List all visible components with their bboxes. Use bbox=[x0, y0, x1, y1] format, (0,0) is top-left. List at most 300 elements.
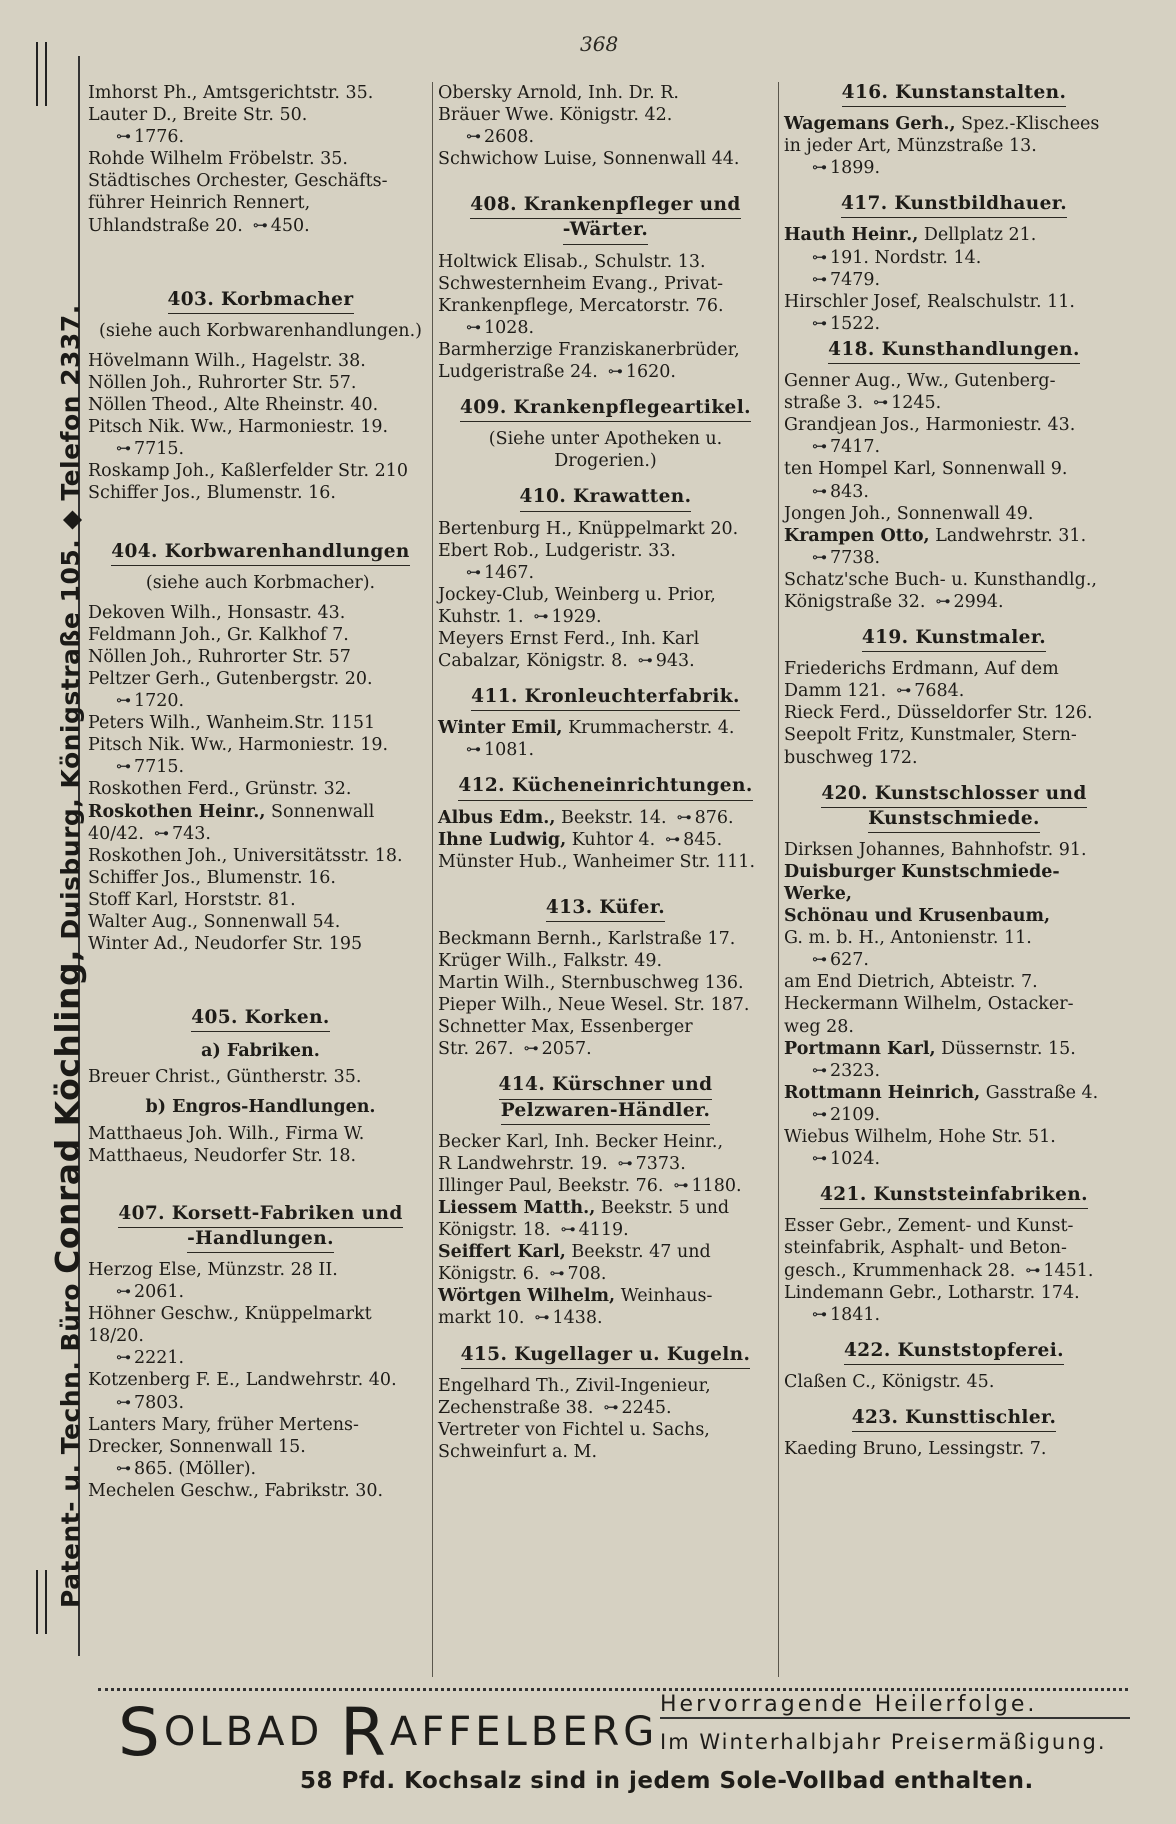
directory-entry bbox=[88, 1259, 433, 1281]
entry-text: Königstr. 6. bbox=[438, 1264, 540, 1285]
phone-number: 191. Nordstr. 14. bbox=[830, 247, 982, 268]
phone-number: 7479. bbox=[830, 269, 881, 290]
entry-text: Engelhard Th., Zivil-Ingenieur, bbox=[438, 1375, 711, 1396]
entry-text: Kuhtor 4. bbox=[566, 829, 656, 850]
telephone-key-icon: ⊶ bbox=[812, 158, 827, 177]
phone-number: 876. bbox=[694, 807, 734, 828]
entry-text: Beekstr. 47 und bbox=[565, 1242, 711, 1263]
phone-number: 1028. bbox=[484, 317, 535, 338]
directory-entry bbox=[438, 994, 773, 1016]
entry-text: Wiebus Wilhelm, Hohe Str. 51. bbox=[784, 1127, 1056, 1148]
directory-entry bbox=[88, 416, 433, 438]
entry-text: Genner Aug., Ww., Gutenberg- bbox=[784, 371, 1056, 392]
entry-text: Königstraße 32. bbox=[784, 591, 926, 612]
phone-number: 1720. bbox=[134, 691, 185, 712]
footer-tagline: Im Winterhalbjahr Preisermäßigung. bbox=[660, 1730, 1107, 1754]
directory-entry bbox=[438, 1263, 773, 1285]
directory-entry bbox=[438, 1397, 773, 1419]
directory-entry bbox=[88, 867, 433, 889]
entry-text: Mechelen Geschw., Fabrikstr. 30. bbox=[88, 1480, 384, 1501]
entry-text: Obersky Arnold, Inh. Dr. R. bbox=[438, 83, 679, 103]
entry-text: Krummacherstr. 4. bbox=[562, 718, 735, 739]
section-heading: 418. Kunsthandlungen. bbox=[784, 339, 1124, 364]
entry-text: Pieper Wilh., Neue Wesel. Str. 187. bbox=[438, 995, 750, 1016]
directory-entry bbox=[784, 370, 1124, 392]
entry-name-bold: Rottmann Heinrich, bbox=[784, 1082, 981, 1103]
section-heading: 409. Krankenpflegeartikel. bbox=[438, 397, 773, 422]
entry-text: Sonnenwall bbox=[265, 801, 375, 822]
entry-text: Dekoven Wilh., Honsastr. 43. bbox=[88, 602, 346, 623]
entry-text: Bräuer Wwe. Königstr. 42. bbox=[438, 105, 673, 126]
telephone-key-icon: ⊶ bbox=[607, 362, 623, 381]
directory-entry bbox=[784, 414, 1124, 436]
directory-entry bbox=[784, 525, 1124, 547]
entry-text: Meyers Ernst Ferd., Inh. Karl bbox=[438, 628, 700, 649]
entry-text: Claßen C., Königstr. 45. bbox=[784, 1371, 995, 1392]
entry-text: Becker Karl, Inh. Becker Heinr., bbox=[438, 1131, 724, 1152]
telephone-key-icon: ⊶ bbox=[812, 1060, 827, 1079]
directory-entry bbox=[88, 1392, 433, 1414]
entry-text: Peltzer Gerh., Gutenbergstr. 20. bbox=[88, 668, 373, 689]
telephone-key-icon: ⊶ bbox=[812, 547, 827, 566]
entry-text: Nöllen Joh., Ruhrorter Str. 57 bbox=[88, 646, 351, 667]
phone-number: 7803. bbox=[134, 1392, 185, 1413]
directory-entry bbox=[88, 823, 433, 845]
directory-entry bbox=[784, 1237, 1124, 1259]
phone-number: 627. bbox=[830, 950, 869, 971]
directory-entry bbox=[438, 82, 773, 104]
phone-number: 2323. bbox=[830, 1060, 881, 1081]
entry-text: Roskothen Ferd., Grünstr. 32. bbox=[88, 779, 352, 800]
column-2 bbox=[438, 82, 773, 1463]
directory-entry bbox=[438, 829, 773, 851]
phone-number: 7417. bbox=[830, 437, 881, 458]
subsection-heading: b) Engros-Handlungen. bbox=[145, 1097, 376, 1118]
entry-text: Lauter D., Breite Str. 50. bbox=[88, 105, 308, 126]
phone-number: 1024. bbox=[830, 1149, 881, 1170]
directory-entry bbox=[438, 972, 773, 994]
entry-text: Damm 121. bbox=[784, 681, 887, 702]
entry-name-bold: Schönau und Krusenbaum, bbox=[784, 906, 1051, 927]
entry-text: Pitsch Nik. Ww., Harmoniestr. 19. bbox=[88, 417, 389, 438]
column-3 bbox=[784, 82, 1124, 1460]
telephone-key-icon: ⊶ bbox=[252, 215, 268, 234]
directory-entry bbox=[784, 481, 1124, 503]
directory-entry bbox=[784, 1104, 1124, 1126]
entry-text: buschweg 172. bbox=[784, 747, 918, 768]
entry-text: G. m. b. H., Antonienstr. 11. bbox=[784, 928, 1032, 949]
directory-entry bbox=[88, 1123, 433, 1145]
entry-text: Walter Aug., Sonnenwall 54. bbox=[88, 912, 341, 932]
directory-entry bbox=[88, 602, 433, 624]
entry-text: Kotzenberg F. E., Landwehrstr. 40. bbox=[88, 1370, 397, 1391]
entry-text: Heckermann Wilhelm, Ostacker- bbox=[784, 994, 1074, 1015]
entry-text: Feldmann Joh., Gr. Kalkhof 7. bbox=[88, 624, 349, 645]
telephone-key-icon: ⊶ bbox=[116, 1282, 131, 1301]
directory-entry bbox=[88, 756, 433, 778]
phone-number: 1245. bbox=[891, 393, 942, 414]
entry-text: Rohde Wilhelm Fröbelstr. 35. bbox=[88, 149, 348, 170]
entry-text: Krüger Wilh., Falkstr. 49. bbox=[438, 951, 663, 971]
entry-text: Grandjean Jos., Harmoniestr. 43. bbox=[784, 415, 1076, 436]
entry-name-bold: Roskothen Heinr., bbox=[88, 801, 266, 822]
entry-text: Münster Hub., Wanheimer Str. 111. bbox=[438, 851, 756, 872]
directory-entry bbox=[88, 911, 433, 933]
telephone-key-icon: ⊶ bbox=[533, 606, 549, 625]
directory-entry bbox=[784, 269, 1124, 291]
directory-entry bbox=[438, 1307, 773, 1329]
directory-entry bbox=[88, 438, 433, 460]
entry-text: Schiffer Jos., Blumenstr. 16. bbox=[88, 483, 336, 504]
directory-entry bbox=[784, 503, 1124, 525]
entry-text: Schiffer Jos., Blumenstr. 16. bbox=[88, 867, 336, 888]
phone-number: 2061. bbox=[134, 1282, 185, 1303]
section-heading: 413. Küfer. bbox=[438, 897, 773, 922]
directory-entry bbox=[88, 82, 433, 104]
entry-text: markt 10. bbox=[438, 1308, 525, 1329]
directory-entry bbox=[784, 993, 1124, 1015]
directory-entry bbox=[438, 1131, 773, 1153]
phone-number: 7738. bbox=[830, 547, 881, 568]
brand-initial: S bbox=[118, 1694, 164, 1771]
directory-entry bbox=[88, 1347, 433, 1369]
entry-text: Schweinfurt a. M. bbox=[438, 1441, 598, 1462]
phone-number: 7684. bbox=[914, 681, 965, 702]
entry-text: ten Hompel Karl, Sonnenwall 9. bbox=[784, 459, 1068, 480]
entry-text: Zechenstraße 38. bbox=[438, 1397, 594, 1418]
entry-text: in jeder Art, Münzstraße 13. bbox=[784, 136, 1037, 157]
directory-entry bbox=[438, 1197, 773, 1219]
directory-entry bbox=[88, 1480, 433, 1502]
directory-entry bbox=[438, 361, 773, 383]
telephone-key-icon: ⊶ bbox=[466, 740, 481, 759]
entry-text: Str. 267. bbox=[438, 1039, 514, 1060]
telephone-key-icon: ⊶ bbox=[812, 950, 827, 969]
phone-number: 1841. bbox=[830, 1304, 881, 1325]
directory-entry bbox=[784, 224, 1124, 246]
section-note: (Siehe unter Apotheken u. Drogerien.) bbox=[488, 429, 723, 472]
entry-text: Holtwick Elisab., Schulstr. 13. bbox=[438, 251, 706, 272]
directory-entry bbox=[88, 350, 433, 372]
directory-entry bbox=[438, 1441, 773, 1463]
entry-text: Gasstraße 4. bbox=[980, 1082, 1099, 1103]
section-heading: 404. Korbwarenhandlungen bbox=[88, 541, 433, 566]
sidebar-text-big: Conrad Köchling, bbox=[48, 948, 87, 1274]
telephone-key-icon: ⊶ bbox=[466, 127, 481, 146]
column-1 bbox=[88, 82, 433, 1502]
directory-entry bbox=[438, 104, 773, 126]
telephone-key-icon: ⊶ bbox=[812, 247, 827, 266]
entry-text: Weinhaus- bbox=[615, 1286, 713, 1307]
phone-number: 1776. bbox=[134, 127, 185, 148]
directory-entry bbox=[88, 889, 433, 911]
directory-entry bbox=[784, 458, 1124, 480]
directory-entry bbox=[784, 680, 1124, 702]
entry-text: R Landwehrstr. 19. bbox=[438, 1153, 608, 1174]
entry-text: Spez.-Klischees bbox=[955, 114, 1100, 135]
directory-entry bbox=[438, 148, 773, 170]
section-heading: 417. Kunstbildhauer. bbox=[784, 193, 1124, 218]
telephone-key-icon: ⊶ bbox=[812, 481, 827, 500]
entry-text: Beekstr. 5 und bbox=[595, 1197, 730, 1218]
directory-entry bbox=[784, 247, 1124, 269]
entry-text: Roskamp Joh., Kaßlerfelder Str. 210 bbox=[88, 461, 409, 482]
footer-note: 58 Pfd. Kochsalz sind in jedem Sole-Vollbad enthalten. bbox=[300, 1768, 1034, 1794]
telephone-key-icon: ⊶ bbox=[466, 317, 481, 336]
directory-entry bbox=[784, 905, 1124, 927]
directory-entry bbox=[784, 1371, 1124, 1393]
directory-entry bbox=[88, 845, 433, 867]
directory-entry bbox=[784, 291, 1124, 313]
directory-entry bbox=[88, 933, 433, 955]
telephone-key-icon: ⊶ bbox=[1025, 1260, 1041, 1279]
telephone-key-icon: ⊶ bbox=[873, 393, 889, 412]
entry-text: Imhorst Ph., Amtsgerichtstr. 35. bbox=[88, 83, 374, 103]
directory-entry bbox=[88, 690, 433, 712]
directory-entry bbox=[88, 1303, 433, 1347]
telephone-key-icon: ⊶ bbox=[812, 1104, 827, 1123]
telephone-key-icon: ⊶ bbox=[812, 1304, 827, 1323]
directory-entry bbox=[438, 273, 773, 295]
directory-entry bbox=[784, 313, 1124, 335]
directory-entry bbox=[88, 712, 433, 734]
entry-text: Peters Wilh., Wanheim.Str. 1151 bbox=[88, 713, 376, 734]
directory-entry bbox=[88, 126, 433, 148]
directory-entry bbox=[88, 215, 433, 237]
directory-entry bbox=[784, 1148, 1124, 1170]
phone-number: 865. (Möller). bbox=[134, 1458, 257, 1479]
sidebar-double-rule bbox=[36, 42, 47, 106]
entry-text: am End Dietrich, Abteistr. 7. bbox=[784, 972, 1038, 993]
directory-entry bbox=[784, 747, 1124, 769]
section-heading: 423. Kunsttischler. bbox=[784, 1407, 1124, 1432]
entry-name-bold: Portmann Karl, bbox=[784, 1038, 936, 1059]
directory-entry bbox=[438, 1285, 773, 1307]
entry-text: Schatz'sche Buch- u. Kunsthandlg., bbox=[784, 569, 1097, 590]
phone-number: 1899. bbox=[830, 158, 881, 179]
entry-text: Stoff Karl, Horststr. 81. bbox=[88, 889, 296, 910]
footer-tagline: Hervorragende Heilerfolge. bbox=[660, 1692, 1130, 1719]
entry-text: Barmherzige Franziskanerbrüder, bbox=[438, 339, 740, 360]
directory-entry bbox=[88, 192, 433, 214]
entry-text: steinfabrik, Asphalt- und Beton- bbox=[784, 1238, 1067, 1259]
directory-entry bbox=[88, 1436, 433, 1458]
directory-entry bbox=[88, 170, 433, 192]
phone-number: 743. bbox=[172, 823, 211, 844]
entry-text: Martin Wilh., Sternbuschweg 136. bbox=[438, 973, 744, 994]
section-note: (siehe auch Korbwarenhandlungen.) bbox=[99, 320, 422, 341]
entry-text: Matthaeus Joh. Wilh., Firma W. bbox=[88, 1123, 365, 1144]
phone-number: 4119. bbox=[578, 1220, 629, 1241]
telephone-key-icon: ⊶ bbox=[116, 127, 131, 146]
entry-text: Seepolt Fritz, Kunstmaler, Stern- bbox=[784, 725, 1077, 746]
directory-entry bbox=[88, 1281, 433, 1303]
entry-name-bold: Krampen Otto, bbox=[784, 525, 930, 546]
entry-name-bold: Winter Emil, bbox=[438, 718, 563, 739]
directory-entry bbox=[784, 1282, 1124, 1304]
directory-entry bbox=[438, 1038, 773, 1060]
directory-entry bbox=[438, 928, 773, 950]
telephone-key-icon: ⊶ bbox=[673, 1175, 689, 1194]
directory-entry bbox=[438, 1375, 773, 1397]
directory-entry bbox=[438, 251, 773, 273]
entry-name-bold: Wagemans Gerh., bbox=[784, 114, 956, 135]
sidebar-advertisement bbox=[48, 304, 87, 1608]
telephone-key-icon: ⊶ bbox=[116, 691, 131, 710]
telephone-key-icon: ⊶ bbox=[812, 437, 827, 456]
telephone-key-icon: ⊶ bbox=[116, 1458, 131, 1477]
entry-text: Jockey-Club, Weinberg u. Prior, bbox=[438, 584, 716, 605]
directory-entry bbox=[438, 518, 773, 540]
directory-entry bbox=[438, 1241, 773, 1263]
entry-text: Roskothen Joh., Universitätsstr. 18. bbox=[88, 845, 403, 866]
telephone-key-icon: ⊶ bbox=[812, 1149, 827, 1168]
entry-text: weg 28. bbox=[784, 1016, 854, 1037]
entry-text: Winter Ad., Neudorfer Str. 195 bbox=[88, 934, 363, 955]
directory-entry bbox=[438, 1219, 773, 1241]
directory-entry bbox=[784, 702, 1124, 724]
directory-entry bbox=[438, 126, 773, 148]
directory-entry bbox=[88, 482, 433, 504]
telephone-key-icon: ⊶ bbox=[617, 1153, 633, 1172]
phone-number: 845. bbox=[683, 829, 723, 850]
directory-entry bbox=[88, 668, 433, 690]
phone-number: 708. bbox=[567, 1264, 607, 1285]
directory-entry bbox=[438, 317, 773, 339]
directory-entry bbox=[784, 927, 1124, 949]
entry-text: Landwehrstr. 31. bbox=[929, 525, 1087, 546]
telephone-key-icon: ⊶ bbox=[560, 1220, 576, 1239]
entry-text: Vertreter von Fichtel u. Sachs, bbox=[438, 1419, 710, 1440]
directory-entry bbox=[784, 591, 1124, 613]
telephone-key-icon: ⊶ bbox=[523, 1039, 539, 1058]
entry-text: Bertenburg H., Knüppelmarkt 20. bbox=[438, 518, 739, 539]
entry-text: Breuer Christ., Güntherstr. 35. bbox=[88, 1067, 362, 1088]
phone-number: 1467. bbox=[484, 562, 535, 583]
directory-entry bbox=[438, 851, 773, 873]
directory-entry bbox=[784, 436, 1124, 458]
telephone-key-icon: ⊶ bbox=[116, 439, 131, 458]
directory-entry bbox=[784, 839, 1124, 861]
entry-text: Nöllen Joh., Ruhrorter Str. 57. bbox=[88, 372, 357, 393]
phone-number: 943. bbox=[655, 651, 695, 672]
phone-number: 843. bbox=[830, 481, 869, 502]
directory-entry bbox=[88, 460, 433, 482]
telephone-key-icon: ⊶ bbox=[676, 807, 692, 826]
entry-text: gesch., Krummenhack 28. bbox=[784, 1260, 1016, 1281]
sidebar-text-rest: Duisburg, Königstraße 105. ◆ Telefon 2337. bbox=[56, 304, 85, 940]
entry-text: Lanters Mary, früher Mertens- bbox=[88, 1414, 359, 1435]
phone-number: 2057. bbox=[541, 1039, 592, 1060]
directory-entry bbox=[438, 1153, 773, 1175]
entry-text: Pitsch Nik. Ww., Harmoniestr. 19. bbox=[88, 735, 389, 756]
phone-number: 1438. bbox=[552, 1308, 603, 1329]
directory-entry bbox=[88, 734, 433, 756]
footer-brand bbox=[118, 1694, 658, 1771]
directory-entry bbox=[784, 113, 1124, 135]
directory-entry bbox=[88, 1066, 433, 1088]
entry-text: Lindemann Gebr., Lotharstr. 174. bbox=[784, 1282, 1080, 1303]
phone-number: 1081. bbox=[484, 740, 535, 761]
entry-text: führer Heinrich Rennert, bbox=[88, 193, 311, 214]
directory-entry bbox=[784, 971, 1124, 993]
directory-entry bbox=[88, 1145, 433, 1167]
directory-entry bbox=[438, 339, 773, 361]
directory-entry bbox=[88, 778, 433, 800]
sidebar-double-rule bbox=[36, 1570, 47, 1634]
directory-entry bbox=[784, 861, 1124, 905]
directory-entry bbox=[438, 1016, 773, 1038]
directory-entry bbox=[784, 547, 1124, 569]
entry-text: Königstr. 18. bbox=[438, 1220, 551, 1241]
directory-entry bbox=[438, 650, 773, 672]
brand-initial: R bbox=[340, 1694, 390, 1771]
entry-text: Ebert Rob., Ludgeristr. 33. bbox=[438, 540, 676, 561]
directory-entry bbox=[784, 1260, 1124, 1282]
entry-text: straße 3. bbox=[784, 393, 864, 414]
telephone-key-icon: ⊶ bbox=[896, 681, 912, 700]
section-heading: 422. Kunststopferei. bbox=[784, 1340, 1124, 1365]
telephone-key-icon: ⊶ bbox=[637, 651, 653, 670]
section-heading: 403. Korbmacher bbox=[88, 289, 433, 314]
brand-word: AFFELBERG bbox=[389, 1709, 659, 1755]
directory-entry bbox=[784, 1038, 1124, 1060]
phone-number: 2994. bbox=[953, 591, 1004, 612]
phone-number: 2608. bbox=[484, 127, 535, 148]
telephone-key-icon: ⊶ bbox=[549, 1264, 565, 1283]
directory-entry bbox=[88, 104, 433, 126]
directory-entry bbox=[784, 1215, 1124, 1237]
entry-text: Jongen Joh., Sonnenwall 49. bbox=[784, 503, 1034, 524]
entry-name-bold: Wörtgen Wilhelm, bbox=[438, 1286, 616, 1307]
column-divider bbox=[778, 82, 779, 1677]
entry-text: Hövelmann Wilh., Hagelstr. 38. bbox=[88, 350, 366, 371]
directory-entry bbox=[88, 394, 433, 416]
entry-text: Schnetter Max, Essenberger bbox=[438, 1017, 693, 1038]
directory-entry bbox=[438, 540, 773, 562]
directory-entry bbox=[438, 1175, 773, 1197]
phone-number: 7373. bbox=[635, 1153, 686, 1174]
phone-number: 1620. bbox=[625, 362, 676, 383]
section-heading: 405. Korken. bbox=[88, 1007, 433, 1032]
entry-text: Matthaeus, Neudorfer Str. 18. bbox=[88, 1145, 357, 1166]
entry-text: Ludgeristraße 24. bbox=[438, 362, 598, 383]
phone-number: 7715. bbox=[134, 757, 185, 778]
entry-text: Kuhstr. 1. bbox=[438, 606, 524, 627]
entry-name-bold: Ihne Ludwig, bbox=[438, 829, 567, 850]
phone-number: 2109. bbox=[830, 1104, 881, 1125]
directory-entry bbox=[438, 950, 773, 972]
entry-text: Beckmann Bernh., Karlstraße 17. bbox=[438, 928, 736, 949]
footer-divider bbox=[98, 1688, 1128, 1691]
telephone-key-icon: ⊶ bbox=[154, 823, 169, 842]
entry-text: Krankenpflege, Mercatorstr. 76. bbox=[438, 295, 724, 316]
entry-text: Höhner Geschw., Knüppelmarkt 18/20. bbox=[88, 1304, 372, 1347]
directory-entry bbox=[438, 584, 773, 606]
telephone-key-icon: ⊶ bbox=[116, 1348, 131, 1367]
entry-text: Schwichow Luise, Sonnenwall 44. bbox=[438, 149, 740, 170]
entry-text: Hirschler Josef, Realschulstr. 11. bbox=[784, 291, 1075, 312]
section-heading: 412. Kücheneinrichtungen. bbox=[438, 775, 773, 800]
entry-text: Beekstr. 14. bbox=[555, 807, 667, 828]
section-heading: 420. Kunstschlosser und Kunstschmiede. bbox=[784, 783, 1124, 833]
telephone-key-icon: ⊶ bbox=[812, 269, 827, 288]
directory-entry bbox=[88, 1414, 433, 1436]
sidebar-text-small: Patent- u. Techn. Büro bbox=[56, 1283, 85, 1608]
directory-entry bbox=[88, 1369, 433, 1391]
directory-entry bbox=[784, 157, 1124, 179]
entry-text: Dellplatz 21. bbox=[918, 225, 1037, 246]
